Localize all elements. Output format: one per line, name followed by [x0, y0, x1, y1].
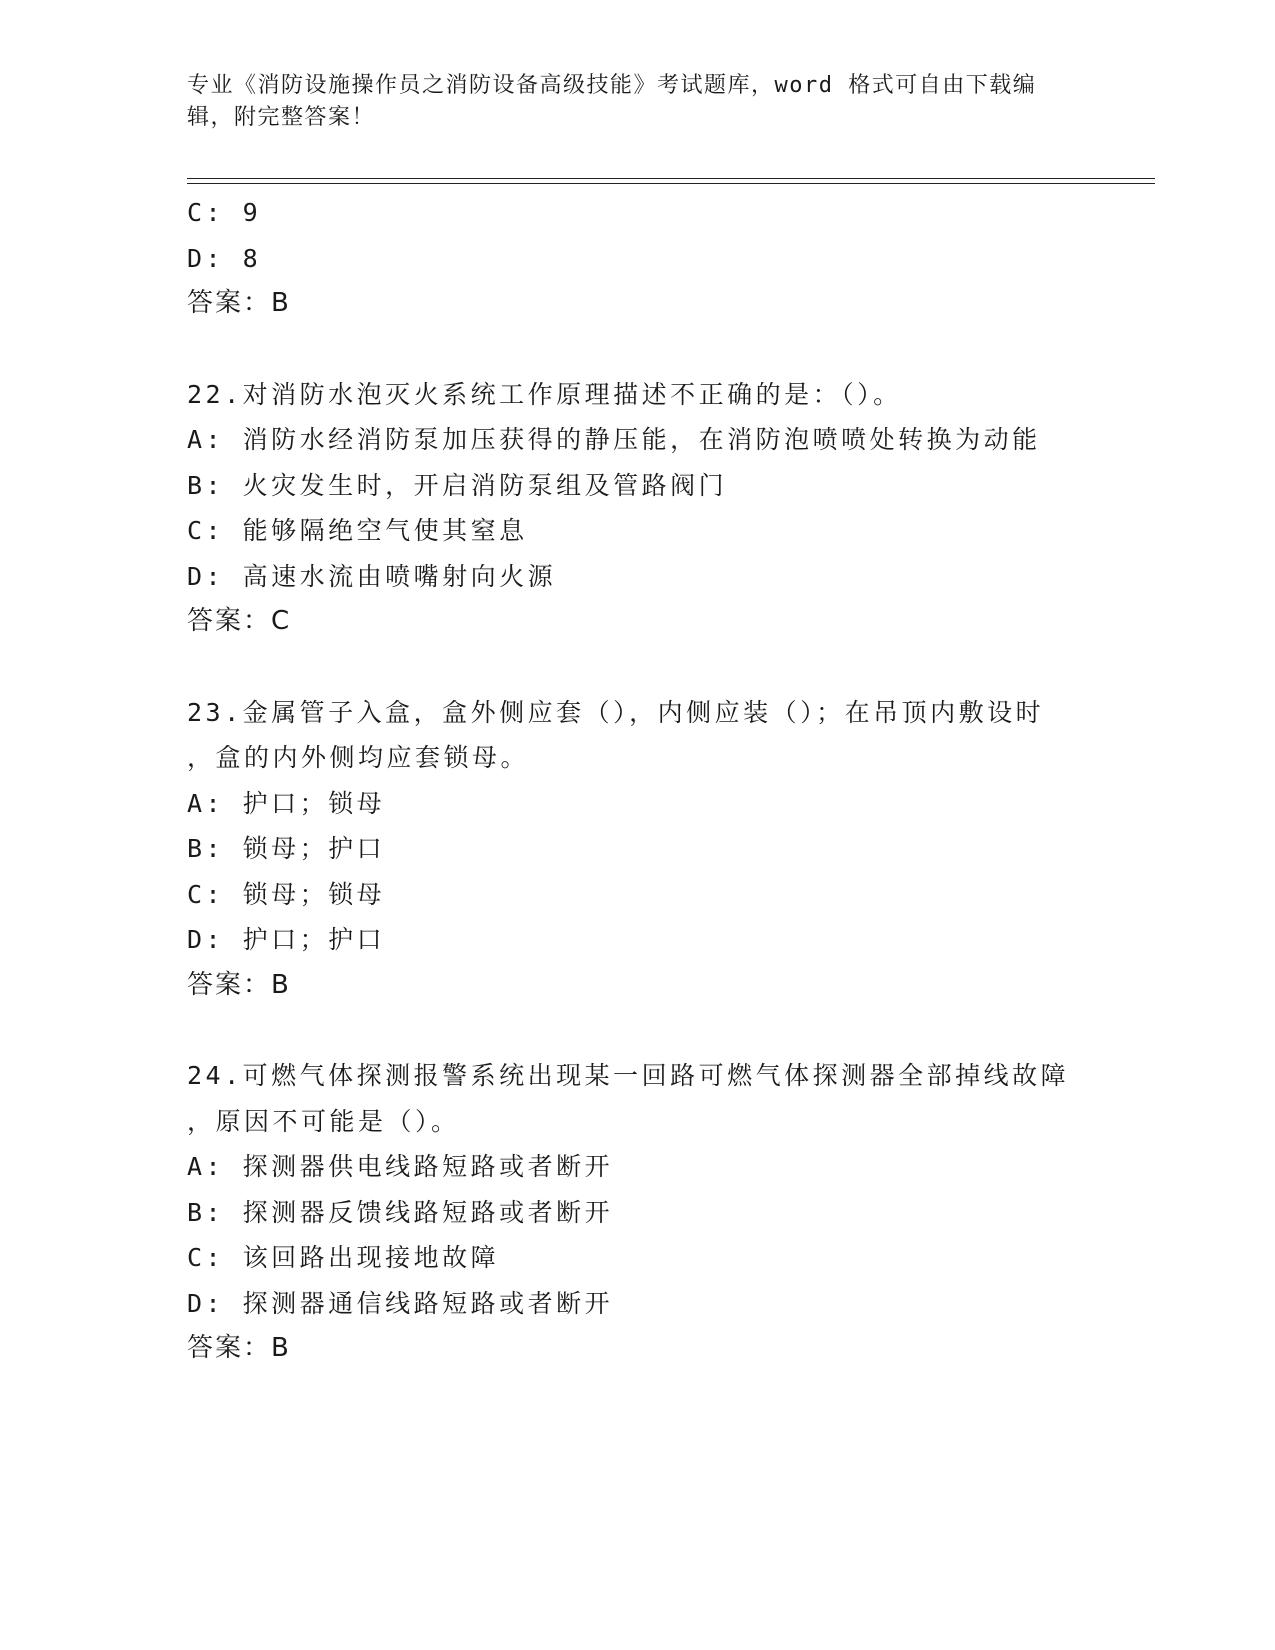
option-d: D: 8 — [187, 243, 262, 273]
document-header — [187, 70, 1067, 134]
document-body — [187, 190, 1087, 1372]
answer-line: 答案：B — [187, 969, 291, 1000]
option-d: D: 探测器通信线路短路或者断开 — [187, 1288, 614, 1318]
answer-line: 答案：B — [187, 1333, 291, 1363]
option-d: D: 护口；护口 — [187, 925, 386, 954]
option-d: D: 高速水流由喷嘴射向火源 — [187, 561, 557, 591]
option-b: B: 锁母；护口 — [187, 834, 386, 863]
answer-line: 答案：C — [187, 606, 292, 636]
header-title-line-1: 专业《消防设施操作员之消防设备高级技能》考试题库，word 格式可自由下载编 — [187, 73, 1037, 98]
header-divider-bottom — [187, 183, 1155, 184]
question-stem-line-1: 24.可燃气体探测报警系统出现某一回路可燃气体探测器全部掉线故障 — [187, 1061, 1070, 1090]
question-stem: 22.对消防水泡灭火系统工作原理描述不正确的是：（）。 — [187, 379, 902, 409]
option-c: C: 锁母；锁母 — [187, 879, 386, 909]
answer-line: 答案：B — [187, 288, 291, 318]
header-title-line-2: 辑，附完整答案！ — [187, 105, 376, 130]
option-c: C: 该回路出现接地故障 — [187, 1243, 500, 1272]
question-block-24 — [187, 1053, 1087, 1372]
option-a: A: 探测器供电线路短路或者断开 — [187, 1152, 614, 1181]
question-stem-line-2: ，原因不可能是（）。 — [187, 1106, 460, 1136]
option-b: B: 火灾发生时，开启消防泵组及管路阀门 — [187, 470, 728, 500]
option-c: C: 9 — [187, 198, 262, 227]
option-b: B: 探测器反馈线路短路或者断开 — [187, 1197, 614, 1227]
question-block-22 — [187, 372, 1087, 645]
question-stem-line-1: 23.金属管子入盒，盒外侧应套（），内侧应装（）；在吊顶内敷设时 — [187, 697, 1045, 727]
question-block-21-continued — [187, 190, 1087, 327]
question-stem-line-2: ，盒的内外侧均应套锁母。 — [187, 743, 530, 772]
question-block-23 — [187, 690, 1087, 1009]
option-a: A: 护口；锁母 — [187, 788, 386, 818]
header-divider-top — [187, 178, 1155, 179]
option-c: C: 能够隔绝空气使其窒息 — [187, 516, 528, 545]
option-a: A: 消防水经消防泵加压获得的静压能，在消防泡喷喷处转换为动能 — [187, 425, 1041, 454]
